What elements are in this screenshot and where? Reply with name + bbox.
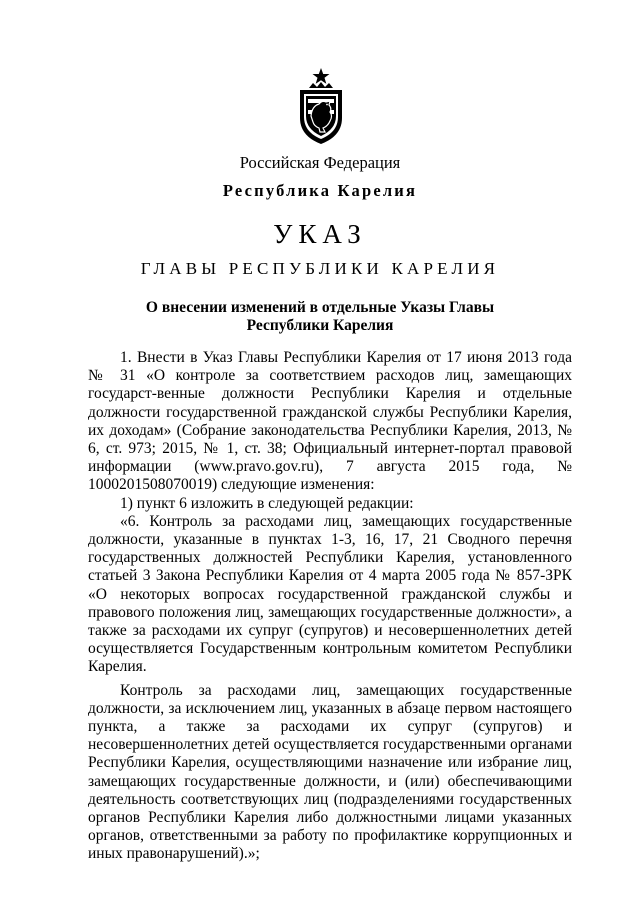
subject-line-1: О внесении изменений в отдельные Указы Главы [145, 299, 495, 316]
document-body [88, 349, 572, 864]
document-subject [0, 299, 640, 335]
document-issuer: ГЛАВЫ РЕСПУБЛИКИ КАРЕЛИЯ [140, 259, 500, 278]
paragraph-1: 1. Внести в Указ Главы Республики Карелия от 17 июня 2013 года № 31 «О контроле за соответствием расходов лиц, замещающих государст-венные должности Республики Карелия и отдельные должности государственной гражданской службы Республики Карелия, их доходам» (Собрание законодательства Республики Карелия, 2013, № 6, ст. 973; 2015, № 1, ст. 38; Официальный интернет-портал правовой информации (www.pravo.gov.ru), 7 августа 2015 года, № 1000201508070019) следующие изменения: [88, 349, 572, 494]
republic-name: Республика Карелия [222, 181, 418, 200]
paragraph-2: 1) пункт 6 изложить в следующей редакции: [120, 494, 414, 512]
paragraph-4: Контроль за расходами лиц, замещающих государственные должности, за исключением лиц, указанных в абзаце первом настоящего пункта, а также за расходами их супруг (супругов) и несовершеннолетних детей осуществляется государственными органами Республики Карелия, осуществляющими назначение или избрание лиц, замещающих государственные должности, и (или) обеспечивающими деятельность соответствующих лиц (подразделениями государственных органов Республики Карелия либо должностными лицами указанных органов, ответственными за работу по профилактике коррупционных и иных правонарушений).»; [88, 681, 572, 863]
country-name: Российская Федерация [239, 153, 401, 172]
paragraph-3: «6. Контроль за расходами лиц, замещающих государственные должности, указанные в пунктах 1-3, 16, 17, 21 Сводного перечня государственных должностей Республики Карелия, установленного статьей 3 Закона Республики Карелия от 4 марта 2005 года № 857-ЗРК «О некоторых вопросах государственной гражданской службы и правового положения лиц, замещающих государственные должности», а также за расходами их супруг (супругов) и несовершеннолетних детей осуществляется Государственным контрольным комитетом Республики Карелия. [88, 512, 572, 676]
subject-line-2: Республики Карелия [246, 317, 394, 334]
karelia-coat-of-arms-icon [295, 66, 347, 146]
document-type: УКАЗ [273, 219, 367, 249]
